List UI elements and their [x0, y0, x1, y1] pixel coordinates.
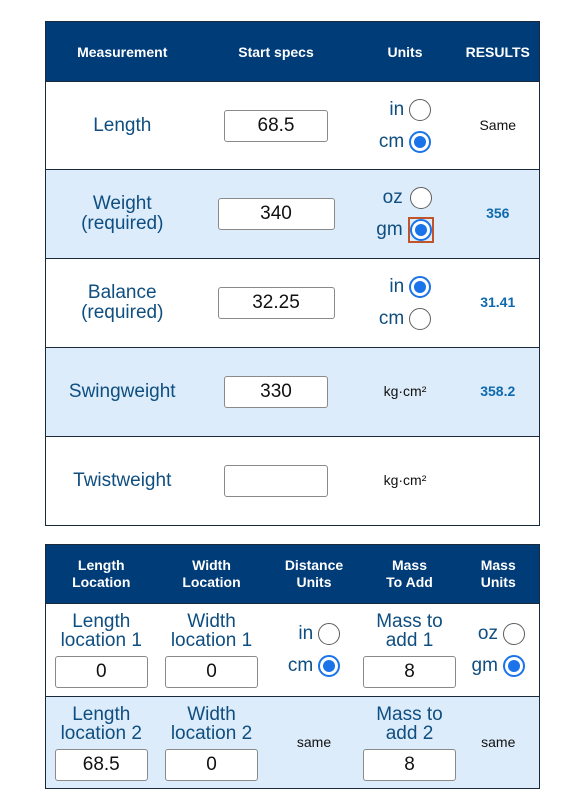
header-length-location: Length Location	[72, 557, 131, 590]
weight-gm-radio[interactable]	[410, 219, 432, 241]
mass-to-add-1-input[interactable]	[363, 656, 456, 688]
weight-label: Weight	[92, 193, 152, 214]
header-width-location: Width Location	[182, 557, 241, 590]
mass-units-same: same	[481, 733, 516, 750]
unit-cm-label: cm	[378, 308, 405, 329]
width-location-1-label: Width location 1	[170, 611, 253, 651]
length-label: Length	[93, 114, 152, 136]
location-header-row	[46, 545, 540, 604]
weight-units	[376, 182, 433, 246]
twistweight-unit: kg·cm²	[383, 472, 427, 488]
unit-in-label: in	[298, 623, 314, 644]
unit-gm-label: gm	[471, 655, 498, 676]
twistweight-input[interactable]	[224, 465, 328, 497]
mass-units	[472, 618, 525, 682]
length-location-2-input[interactable]	[55, 749, 148, 781]
length-in-radio[interactable]	[409, 99, 431, 121]
mass-gm-radio[interactable]	[503, 655, 525, 677]
swingweight-label: Swingweight	[68, 381, 176, 402]
location-row-2	[46, 697, 540, 789]
focus-outline	[408, 217, 434, 243]
distance-cm-radio[interactable]	[318, 655, 340, 677]
distance-in-radio[interactable]	[318, 623, 340, 645]
width-location-2-input[interactable]	[165, 749, 258, 781]
unit-cm-label: cm	[287, 655, 314, 676]
header-distance-units: Distance Units	[284, 557, 344, 590]
balance-in-radio[interactable]	[409, 276, 431, 298]
swingweight-unit: kg·cm²	[383, 383, 427, 399]
unit-gm-label: gm	[376, 219, 403, 240]
balance-input[interactable]	[218, 287, 335, 319]
location-row-1	[46, 604, 540, 697]
row-weight	[46, 170, 540, 259]
weight-input[interactable]	[218, 198, 335, 230]
weight-required-label: (required)	[81, 213, 164, 234]
header-start-specs: Start specs	[238, 43, 314, 60]
length-units	[379, 94, 431, 158]
specs-table	[45, 21, 540, 526]
unit-cm-label: cm	[378, 130, 405, 152]
weight-result: 356	[486, 205, 510, 221]
weight-oz-radio[interactable]	[410, 187, 432, 209]
swingweight-input[interactable]	[224, 376, 328, 408]
header-mass-to-add: Mass To Add	[386, 557, 433, 590]
width-location-1-input[interactable]	[165, 656, 258, 688]
distance-units	[288, 618, 340, 682]
length-location-1-input[interactable]	[55, 656, 148, 688]
width-location-2-label: Width location 2	[170, 703, 253, 744]
length-location-2-label: Length location 2	[60, 703, 142, 744]
mass-oz-radio[interactable]	[503, 623, 525, 645]
header-mass-units: Mass Units	[480, 557, 516, 590]
unit-oz-label: oz	[382, 187, 403, 208]
balance-label: Balance	[87, 282, 157, 303]
row-swingweight	[46, 348, 540, 437]
twistweight-label: Twistweight	[73, 470, 172, 491]
distance-units-same: same	[296, 733, 332, 750]
row-twistweight	[46, 437, 540, 526]
header-measurement: Measurement	[77, 43, 168, 60]
length-result: Same	[479, 116, 517, 133]
row-length	[46, 82, 540, 170]
length-input[interactable]	[224, 110, 328, 142]
unit-in-label: in	[389, 98, 405, 120]
swingweight-result: 358.2	[480, 383, 516, 399]
balance-units	[379, 271, 431, 335]
row-balance	[46, 259, 540, 348]
balance-result: 31.41	[480, 294, 516, 310]
length-location-1-label: Length location 1	[60, 611, 142, 651]
unit-oz-label: oz	[477, 623, 498, 644]
mass-to-add-1-label: Mass to add 1	[376, 611, 443, 651]
specs-header-row	[46, 22, 540, 82]
location-table	[45, 544, 540, 789]
header-units: Units	[387, 43, 423, 60]
mass-to-add-2-input[interactable]	[363, 749, 456, 781]
balance-cm-radio[interactable]	[409, 308, 431, 330]
balance-required-label: (required)	[81, 302, 164, 323]
mass-to-add-2-label: Mass to add 2	[376, 703, 443, 744]
header-results: RESULTS	[465, 43, 530, 60]
length-cm-radio[interactable]	[409, 131, 431, 153]
unit-in-label: in	[389, 276, 405, 297]
